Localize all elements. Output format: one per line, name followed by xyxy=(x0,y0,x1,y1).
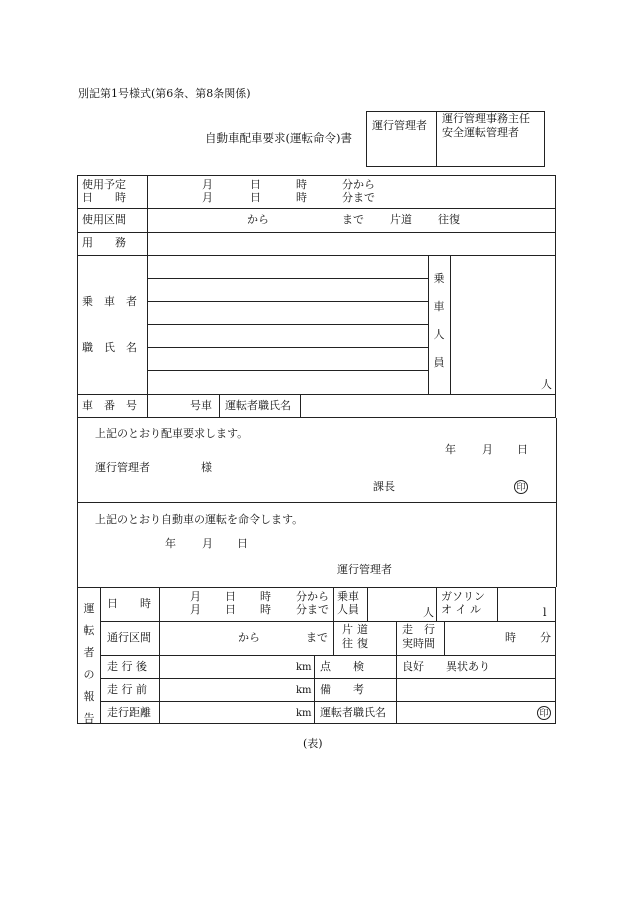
request-month: 月 xyxy=(482,443,493,456)
report-day-1: 日 xyxy=(225,590,236,603)
form-title: 自動車配車要求(運転命令)書 xyxy=(205,131,352,145)
report-month-1: 月 xyxy=(190,590,201,603)
order-day: 日 xyxy=(237,537,248,550)
approval-chief-label-1: 運行管理事務主任 xyxy=(442,112,530,125)
purpose-label: 用 務 xyxy=(82,236,126,249)
report-day-2: 日 xyxy=(225,603,236,616)
report-gasoline-label-2: オ イ ル xyxy=(441,603,481,616)
report-hour-2: 時 xyxy=(260,603,271,616)
request-day: 日 xyxy=(517,443,528,456)
driver-report-label: 運 転 者 の 報 告 xyxy=(83,602,95,725)
schedule-day-1: 日 xyxy=(250,178,261,191)
report-hour-1: 時 xyxy=(260,590,271,603)
report-riders-label-1: 乗車 xyxy=(337,590,359,603)
request-year: 年 xyxy=(445,443,456,456)
report-distance-km: km xyxy=(296,708,312,719)
schedule-month-1: 月 xyxy=(202,178,213,191)
riders-count-label: 乗 車 人 員 xyxy=(433,272,445,369)
request-honorific: 様 xyxy=(201,461,212,474)
report-after-label: 走 行 後 xyxy=(107,660,147,673)
report-from: から xyxy=(238,631,260,644)
report-until: まで xyxy=(306,631,328,644)
report-datetime-label: 日 時 xyxy=(107,597,151,610)
report-one-way: 片道 xyxy=(342,623,372,636)
schedule-from-min: 分から xyxy=(342,178,375,191)
section-from: から xyxy=(247,213,269,226)
section-one-way: 片道 xyxy=(390,213,412,226)
report-inspection-label: 点 検 xyxy=(320,660,364,673)
schedule-hour-2: 時 xyxy=(296,191,307,204)
report-gasoline-label-1: ガソリン xyxy=(441,590,485,603)
report-before-km: km xyxy=(296,685,312,696)
schedule-day-2: 日 xyxy=(250,191,261,204)
request-section-chief: 課長 xyxy=(373,480,395,493)
report-hour-unit: 時 xyxy=(505,631,516,644)
report-round-trip: 往復 xyxy=(342,637,372,650)
report-inspection-good: 良好 xyxy=(402,660,424,673)
approval-manager-label: 運行管理者 xyxy=(372,119,427,132)
section-until: まで xyxy=(342,213,364,226)
passenger-label-1: 乗 車 者 xyxy=(82,295,137,308)
page-side-label: (表) xyxy=(303,737,323,750)
car-number-unit: 号車 xyxy=(190,399,212,412)
report-liter-unit: l xyxy=(543,606,547,619)
report-month-2: 月 xyxy=(190,603,201,616)
schedule-label-2: 日 時 xyxy=(82,191,126,204)
report-actual-label-2: 実時間 xyxy=(402,637,435,650)
schedule-hour-1: 時 xyxy=(296,178,307,191)
report-before-label: 走 行 前 xyxy=(107,683,147,696)
order-month: 月 xyxy=(202,537,213,550)
seal-icon: 印 xyxy=(514,480,528,494)
schedule-month-2: 月 xyxy=(202,191,213,204)
report-riders-unit: 人 xyxy=(423,606,434,619)
request-table xyxy=(77,175,556,418)
report-inspection-abnormal: 異状あり xyxy=(446,660,490,673)
request-statement: 上記のとおり配車要求します。 xyxy=(95,427,249,440)
approval-chief-label-2: 安全運転管理者 xyxy=(442,126,519,139)
passenger-label-2: 職 氏 名 xyxy=(82,341,137,354)
report-minute-unit: 分 xyxy=(540,631,551,644)
report-seal-icon: 印 xyxy=(537,706,551,720)
schedule-label-1: 使用予定 xyxy=(82,178,126,191)
report-after-km: km xyxy=(296,662,312,673)
request-manager: 運行管理者 xyxy=(95,461,150,474)
report-actual-label-1: 走 行 xyxy=(402,623,435,636)
order-manager: 運行管理者 xyxy=(337,563,392,576)
section-round-trip: 往復 xyxy=(438,213,460,226)
report-section-label: 通行区間 xyxy=(107,631,151,644)
report-distance-label: 走行距離 xyxy=(107,706,151,719)
order-statement: 上記のとおり自動車の運転を命令します。 xyxy=(95,513,304,526)
report-until-min: 分まで xyxy=(296,603,329,616)
schedule-until-min: 分まで xyxy=(342,191,375,204)
car-number-label: 車 番 号 xyxy=(82,399,137,412)
report-riders-label-2: 人員 xyxy=(337,603,359,616)
order-year: 年 xyxy=(165,537,176,550)
report-remarks-label: 備 考 xyxy=(320,683,364,696)
form-reference: 別記第1号様式(第6条、第8条関係) xyxy=(78,87,251,100)
riders-unit: 人 xyxy=(541,378,552,391)
report-driver-name-label: 運転者職氏名 xyxy=(320,706,386,719)
driver-name-label: 運転者職氏名 xyxy=(225,399,291,412)
section-label: 使用区間 xyxy=(82,213,126,226)
report-from-min: 分から xyxy=(296,590,329,603)
